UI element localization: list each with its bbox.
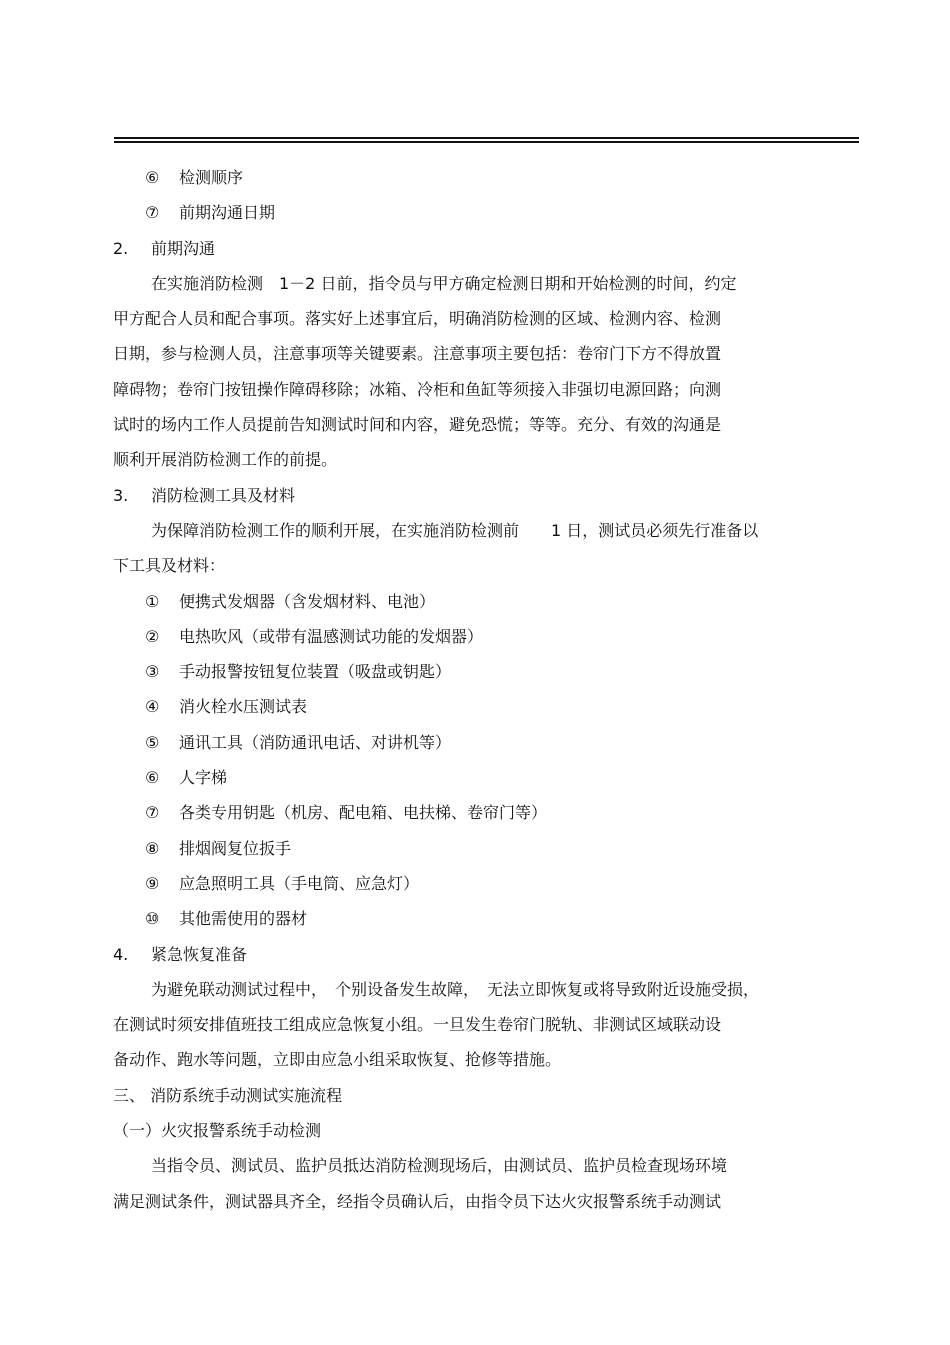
document-body	[113, 160, 833, 1219]
item-text: 前期沟通日期	[179, 203, 276, 223]
section-title: 消防检测工具及材料	[151, 485, 296, 505]
list-item	[113, 866, 833, 901]
list-item	[113, 831, 833, 866]
section-heading-2	[113, 231, 833, 266]
list-item	[113, 795, 833, 830]
list-item	[113, 760, 833, 795]
paragraph-alarm-test	[113, 1148, 833, 1219]
list-item	[113, 160, 833, 195]
item-number: ⑧	[145, 838, 160, 858]
item-number: ⑥	[145, 168, 160, 187]
item-number: ⑥	[145, 768, 160, 788]
part-heading-3: 三、 消防系统手动测试实施流程	[113, 1085, 343, 1105]
list-item	[113, 654, 833, 689]
section-number: 4.	[113, 944, 129, 964]
list-item	[113, 619, 833, 654]
item-text: 消火栓水压测试表	[179, 697, 308, 717]
item-number: ②	[145, 626, 160, 646]
header-rule-top	[114, 137, 859, 139]
section-number: 2.	[113, 238, 129, 258]
paragraph-line: 在测试时须安排值班技工组成应急恢复小组。一旦发生卷帘门脱轨、非测试区域联动设	[113, 1015, 722, 1035]
item-text: 各类专用钥匙（机房、配电箱、电扶梯、卷帘门等）	[179, 803, 548, 823]
item-number: ⑤	[145, 732, 160, 752]
paragraph-tools-intro	[113, 513, 833, 584]
item-number: ①	[145, 591, 160, 611]
subsection-heading-1: （一）火灾报警系统手动检测	[113, 1121, 322, 1141]
list-item	[113, 725, 833, 760]
section-title: 前期沟通	[151, 238, 216, 258]
paragraph-line: 为保障消防检测工作的顺利开展，在实施消防检测前 1 日，测试员必须先行准备以	[151, 520, 759, 540]
item-number: ④	[145, 697, 160, 717]
paragraph-line: 下工具及材料：	[113, 556, 226, 576]
section-title: 紧急恢复准备	[151, 944, 248, 964]
paragraph-pre-communication	[113, 266, 833, 478]
list-item	[113, 584, 833, 619]
list-item	[113, 689, 833, 724]
paragraph-line: 甲方配合人员和配合事项。落实好上述事宜后，明确消防检测的区域、检测内容、检测	[113, 309, 722, 329]
tools-list	[113, 584, 833, 937]
paragraph-line: 为避免联动测试过程中， 个别设备发生故障， 无法立即恢复或将导致附近设施受损，	[151, 979, 760, 999]
item-number: ⑨	[145, 873, 160, 893]
paragraph-line: 日期，参与检测人员，注意事项等关键要素。注意事项主要包括：卷帘门下方不得放置	[113, 344, 722, 364]
paragraph-emergency	[113, 972, 833, 1078]
header-rule-bottom	[114, 141, 859, 143]
item-text: 应急照明工具（手电筒、应急灯）	[179, 873, 420, 893]
item-number: ⑦	[145, 803, 160, 823]
item-number: ⑩	[145, 909, 160, 929]
paragraph-line: 试时的场内工作人员提前告知测试时间和内容，避免恐慌；等等。充分、有效的沟通是	[113, 415, 722, 435]
paragraph-line: 当指令员、测试员、监护员抵达消防检测现场后，由测试员、监护员检查现场环境	[151, 1156, 728, 1176]
item-number: ⑦	[145, 203, 160, 223]
item-text: 排烟阀复位扳手	[179, 838, 292, 858]
paragraph-line: 顺利开展消防检测工作的前提。	[113, 450, 338, 470]
item-text: 手动报警按钮复位装置（吸盘或钥匙）	[179, 662, 452, 682]
item-text: 检测顺序	[179, 168, 244, 187]
item-text: 便携式发烟器（含发烟材料、电池）	[179, 591, 436, 611]
item-number: ③	[145, 662, 160, 682]
section-heading-4	[113, 937, 833, 972]
section-number: 3.	[113, 485, 129, 505]
item-text: 电热吹风（或带有温感测试功能的发烟器）	[179, 626, 484, 646]
item-text: 其他需使用的器材	[179, 909, 308, 929]
list-item	[113, 195, 833, 230]
item-text: 人字梯	[179, 768, 228, 788]
item-text: 通讯工具（消防通讯电话、对讲机等）	[179, 732, 452, 752]
paragraph-line: 满足测试条件，测试器具齐全，经指令员确认后，由指令员下达火灾报警系统手动测试	[113, 1191, 722, 1211]
list-item	[113, 901, 833, 936]
paragraph-line: 在实施消防检测 1－2 日前，指令员与甲方确定检测日期和开始检测的时间，约定	[151, 273, 737, 293]
paragraph-line: 障碍物；卷帘门按钮操作障碍移除；冰箱、冷柜和鱼缸等须接入非强切电源回路；向测	[113, 379, 722, 399]
section-heading-3	[113, 478, 833, 513]
paragraph-line: 备动作、跑水等问题，立即由应急小组采取恢复、抢修等措施。	[113, 1050, 562, 1070]
